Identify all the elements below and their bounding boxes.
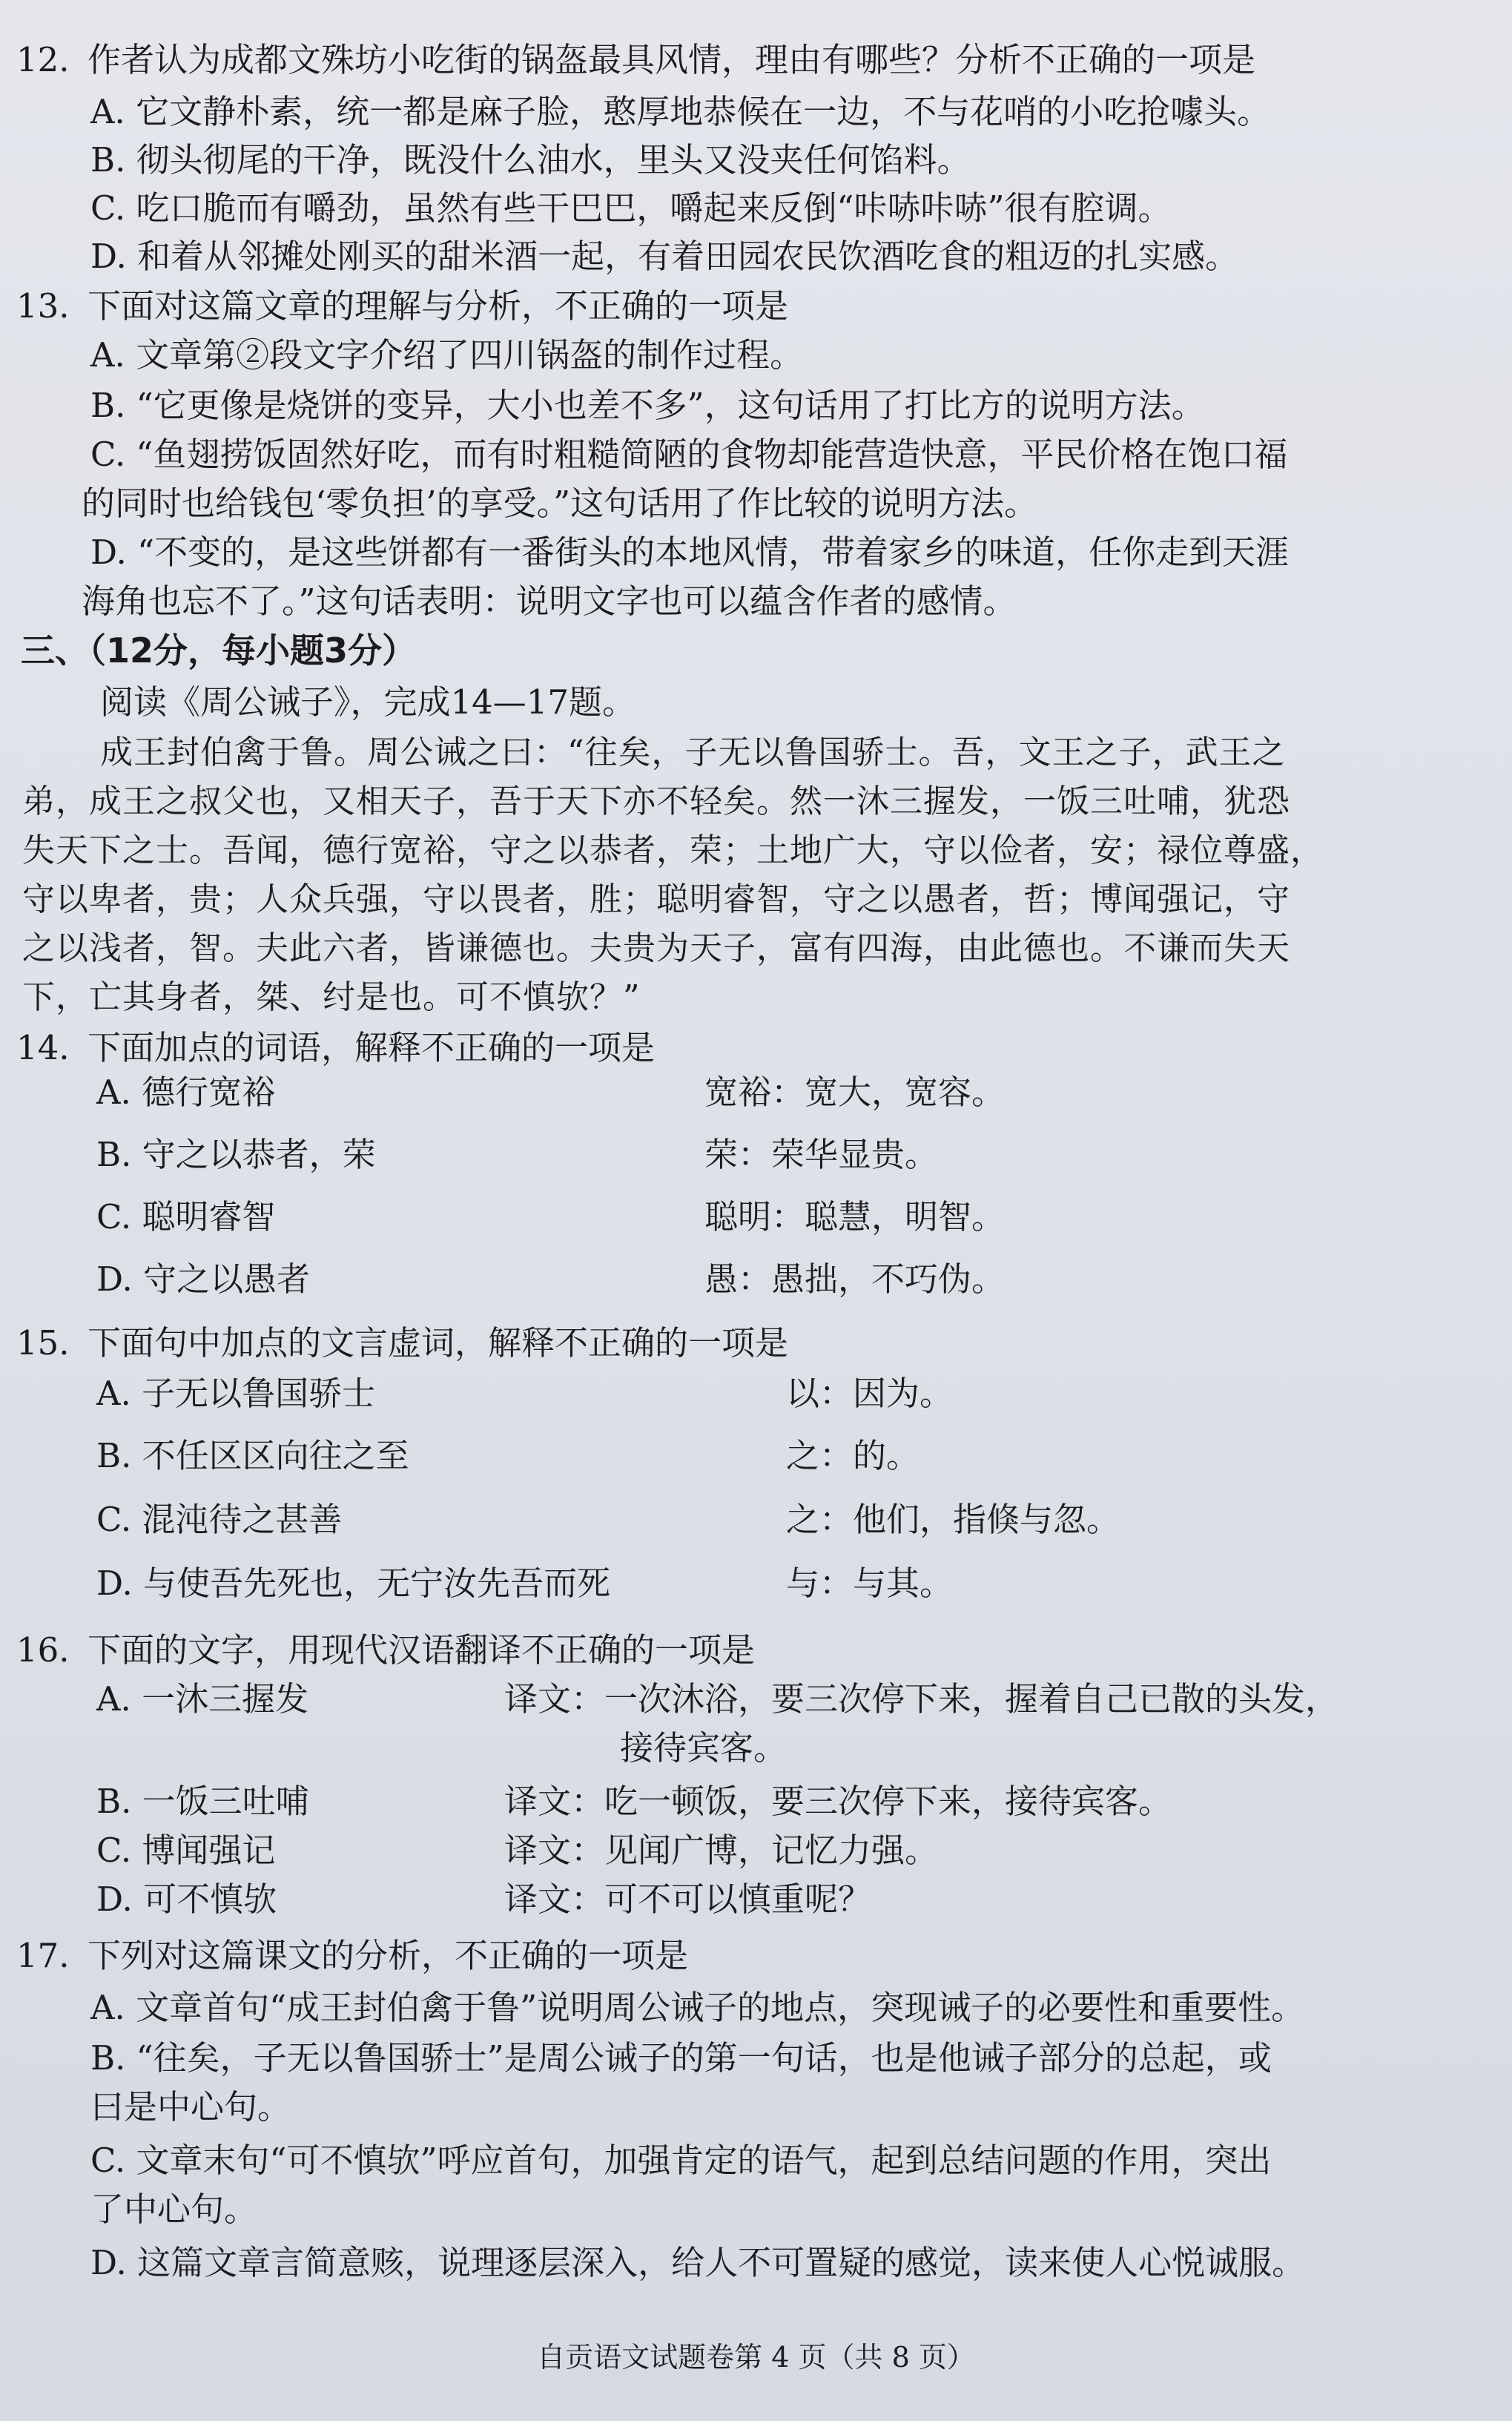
question-17-option-a: A. 文章首句“成王封伯禽于鲁”说明周公诫子的地点，突现诫子的必要性和重要性。 xyxy=(90,1988,1305,2027)
question-15-option-a-explanation: 以：因为。 xyxy=(786,1374,954,1413)
question-14-option-a: A. 德行宽裕 xyxy=(96,1073,276,1112)
question-16-option-d-translation: 译文：可不可以慎重呢？ xyxy=(504,1880,872,1919)
passage-line: 守以卑者，贵；人众兵强，守以畏者，胜；聪明睿智，守之以愚者，哲；博闻强记，守 xyxy=(22,880,1290,918)
question-15-option-c: C. 混沌待之甚善 xyxy=(96,1500,343,1539)
question-15-option-b-explanation: 之：的。 xyxy=(786,1436,920,1475)
question-15-option-d: D. 与使吾先死也，无宁汝先吾而死 xyxy=(96,1564,611,1603)
question-17-option-c-line1: C. 文章末句“可不慎欤”呼应首句，加强肯定的语气，起到总结问题的作用，突出 xyxy=(90,2141,1272,2180)
question-13-option-c-line2: 的同时也给钱包‘零负担’的享受。”这句话用了作比较的说明方法。 xyxy=(82,484,1038,523)
question-16-option-a-translation: 译文：一次沐浴，要三次停下来，握着自己已散的头发， xyxy=(504,1679,1339,1719)
passage-line: 失天下之士。吾闻，德行宽裕，守之以恭者，荣；土地广大，守以俭者，安；禄位尊盛， xyxy=(22,831,1324,869)
question-17-option-b-line1: B. “往矣，子无以鲁国骄士”是周公诫子的第一句话，也是他诫子部分的总起，或 xyxy=(90,2038,1272,2078)
question-16-option-a: A. 一沐三握发 xyxy=(96,1679,309,1719)
question-14-option-d-explanation: 愚：愚拙，不巧伪。 xyxy=(704,1259,1006,1299)
question-12-option-a: A. 它文静朴素，统一都是麻子脸，憨厚地恭候在一边，不与花哨的小吃抢噱头。 xyxy=(90,92,1271,131)
question-number: 13. xyxy=(16,286,70,326)
question-12-option-b: B. 彻头彻尾的干净，既没什么油水，里头又没夹任何馅料。 xyxy=(90,140,971,179)
section-3-title: 三、（12分，每小题3分） xyxy=(21,630,417,671)
question-number: 16. xyxy=(16,1630,70,1670)
question-13-option-a: A. 文章第②段文字介绍了四川锅盔的制作过程。 xyxy=(90,335,804,375)
question-15-option-d-explanation: 与：与其。 xyxy=(786,1564,954,1603)
question-12-stem: 12. 作者认为成都文殊坊小吃街的锅盔最具风情，理由有哪些？分析不正确的一项是 xyxy=(16,39,1255,82)
question-15-option-a: A. 子无以鲁国骄士 xyxy=(96,1374,376,1413)
question-12-option-d: D. 和着从邻摊处刚买的甜米酒一起，有着田园农民饮酒吃食的粗迈的扎实感。 xyxy=(90,237,1239,276)
question-14-option-b: B. 守之以恭者，荣 xyxy=(96,1135,376,1174)
question-16-option-b-translation: 译文：吃一顿饭，要三次停下来，接待宾客。 xyxy=(504,1782,1172,1821)
passage-line: 下，亡其身者，桀、纣是也。可不慎欤？” xyxy=(22,978,641,1016)
question-17-option-c-line2: 了中心句。 xyxy=(90,2190,258,2229)
section-3-intro: 阅读《周公诫子》，完成14—17题。 xyxy=(100,682,636,722)
question-17-option-b-line2: 曰是中心句。 xyxy=(90,2087,291,2127)
question-13-option-c-line1: C. “鱼翅捞饭固然好吃，而有时粗糙简陋的食物却能营造快意，平民价格在饱口福 xyxy=(90,435,1288,474)
question-14-option-c-explanation: 聪明：聪慧，明智。 xyxy=(704,1197,1006,1236)
question-number: 17. xyxy=(16,1936,70,1975)
question-17-stem: 17. 下列对这篇课文的分析，不正确的一项是 xyxy=(16,1934,688,1977)
question-14-option-d: D. 守之以愚者 xyxy=(96,1259,311,1299)
question-number: 14. xyxy=(16,1028,70,1067)
question-16-option-a-translation-cont: 接待宾客。 xyxy=(620,1728,788,1768)
question-number: 12. xyxy=(16,40,70,79)
question-13-option-d-line2: 海角也忘不了。”这句话表明：说明文字也可以蕴含作者的感情。 xyxy=(82,582,1017,621)
page-footer: 自贡语文试题卷第 4 页（共 8 页） xyxy=(537,2341,975,2374)
passage-line: 弟，成王之叔父也，又相天子，吾于天下亦不轻矣。然一沐三握发，一饭三吐哺，犹恐 xyxy=(22,783,1290,820)
passage-line: 之以浅者，智。夫此六者，皆谦德也。夫贵为天子，富有四海，由此德也。不谦而失天 xyxy=(22,929,1290,967)
question-16-option-b: B. 一饭三吐哺 xyxy=(96,1782,309,1821)
question-14-option-c: C. 聪明睿智 xyxy=(96,1197,276,1236)
passage-line: 成王封伯禽于鲁。周公诫之曰：“往矣，子无以鲁国骄士。吾，文王之子，武王之 xyxy=(100,734,1286,771)
question-16-option-c-translation: 译文：见闻广博，记忆力强。 xyxy=(504,1831,939,1870)
question-15-option-b: B. 不任区区向往之至 xyxy=(96,1436,409,1475)
question-17-option-d: D. 这篇文章言简意赅，说理逐层深入，给人不可置疑的感觉，读来使人心悦诚服。 xyxy=(90,2243,1306,2282)
question-15-stem: 15. 下面句中加点的文言虚词，解释不正确的一项是 xyxy=(16,1322,788,1365)
question-16-option-d: D. 可不慎欤 xyxy=(96,1880,277,1919)
question-number: 15. xyxy=(16,1323,70,1363)
question-13-stem: 13. 下面对这篇文章的理解与分析，不正确的一项是 xyxy=(16,285,788,328)
question-13-option-d-line1: D. “不变的，是这些饼都有一番街头的本地风情，带着家乡的味道，任你走到天涯 xyxy=(90,533,1290,572)
question-14-stem: 14. 下面加点的词语，解释不正确的一项是 xyxy=(16,1027,655,1070)
question-13-option-b: B. “它更像是烧饼的变异，大小也差不多”，这句话用了打比方的说明方法。 xyxy=(90,386,1205,425)
question-16-option-c: C. 博闻强记 xyxy=(96,1831,276,1870)
question-15-option-c-explanation: 之：他们，指倏与忽。 xyxy=(786,1500,1120,1539)
question-14-option-a-explanation: 宽裕：宽大，宽容。 xyxy=(704,1073,1006,1112)
question-12-option-c: C. 吃口脆而有嚼劲，虽然有些干巴巴，嚼起来反倒“咔哧咔哧”很有腔调。 xyxy=(90,188,1172,228)
question-14-option-b-explanation: 荣：荣华显贵。 xyxy=(704,1135,939,1174)
question-16-stem: 16. 下面的文字，用现代汉语翻译不正确的一项是 xyxy=(16,1629,755,1672)
